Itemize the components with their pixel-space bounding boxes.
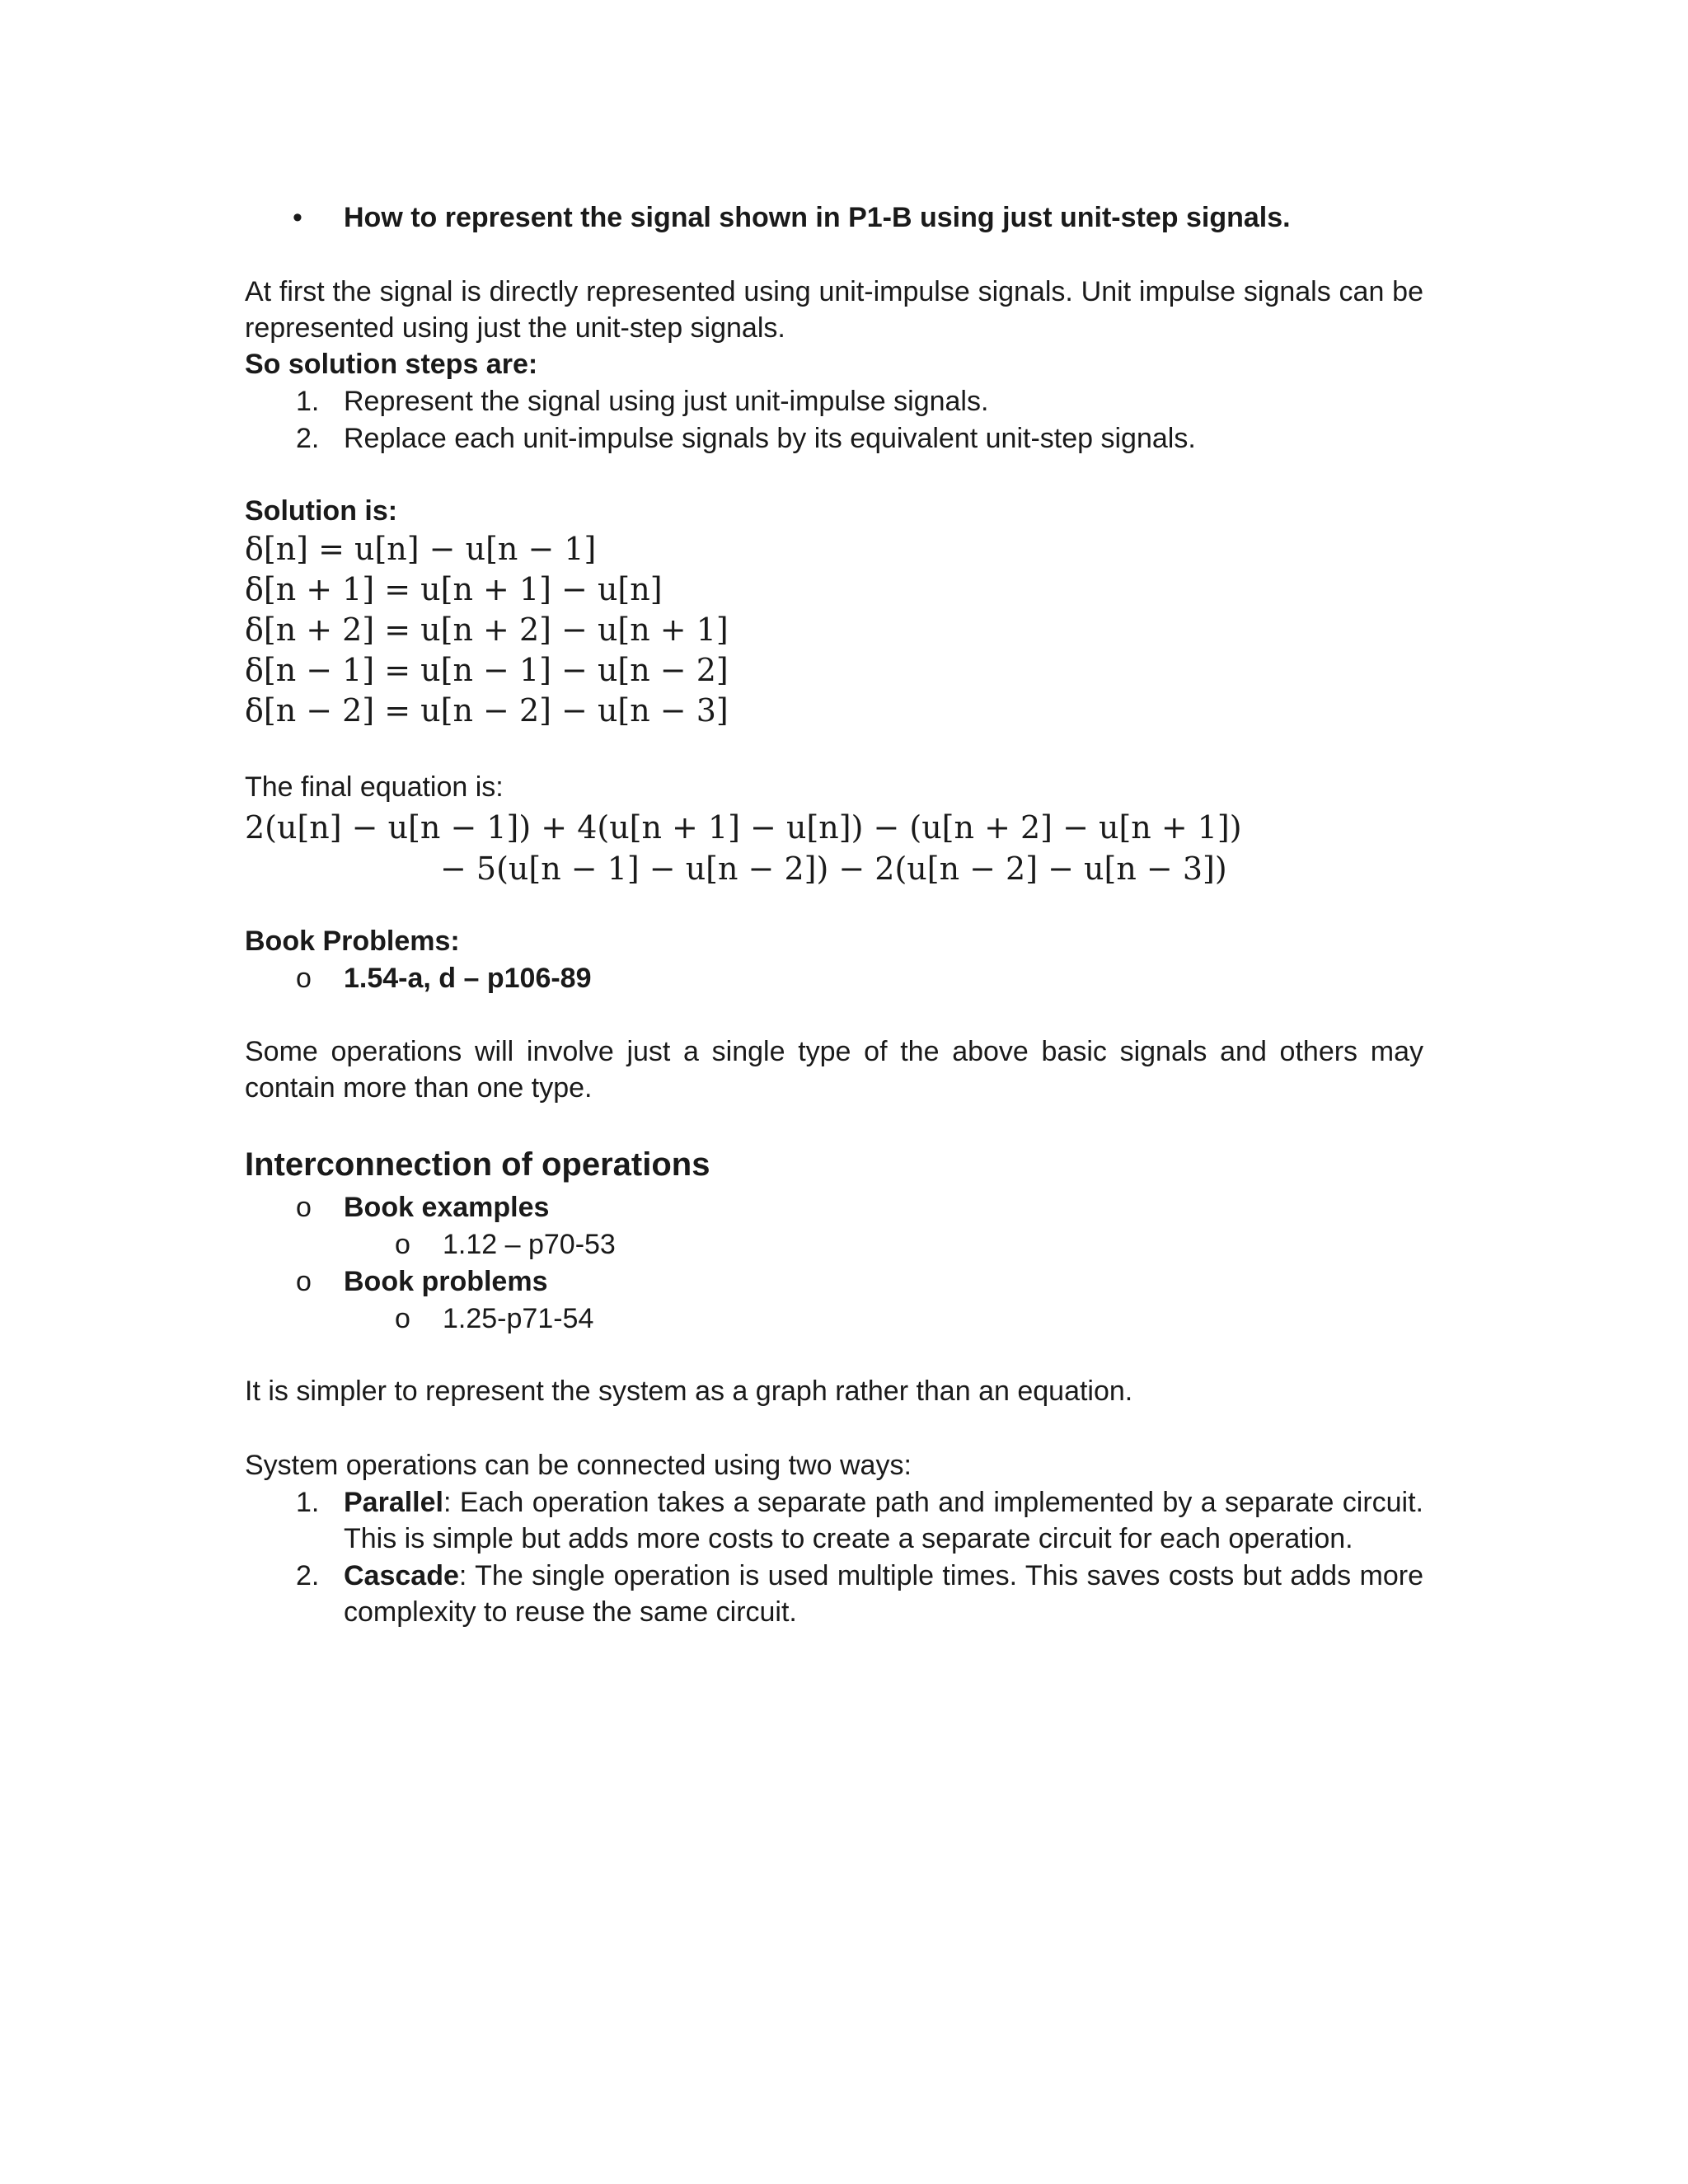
question-heading: How to represent the signal shown in P1-B using just unit-step signals. (344, 202, 1291, 233)
book-problem-item: 1.25-p71-54 (443, 1303, 594, 1334)
book-examples-label: Book examples (344, 1192, 550, 1223)
final-equation-label: The final equation is: (245, 771, 504, 803)
equation-line: δ[n − 1] = u[n − 1] − u[n − 2] (245, 652, 729, 688)
cascade-term: Cascade (344, 1560, 459, 1591)
book-problems-label: Book problems (344, 1266, 548, 1297)
section-heading: Interconnection of operations (245, 1146, 710, 1183)
operations-paragraph: Some operations will involve just a single type of the above basic signals and others may contain more than one type. (245, 1036, 1423, 1104)
list-number: 2. (296, 1560, 320, 1591)
parallel-description: : Each operation takes a separate path and implemented by a separate circuit. This is simple but adds more costs to create a separate circuit for each operation. (344, 1487, 1423, 1554)
equation-line: δ[n + 2] = u[n + 2] − u[n + 1] (245, 612, 729, 648)
step-text: Represent the signal using just unit-impulse signals. (344, 386, 989, 417)
equation-line: δ[n − 2] = u[n − 2] − u[n − 3] (245, 692, 729, 729)
final-equation-line-2: − 5(u[n − 1] − u[n − 2]) − 2(u[n − 2] − u[n − 3]) (440, 851, 1227, 887)
parallel-item (344, 1484, 1423, 1557)
cascade-description: : The single operation is used multiple times. This saves costs but adds more complexity to reuse the same circuit. (344, 1560, 1423, 1628)
final-equation-line-1: 2(u[n] − u[n − 1]) + 4(u[n + 1] − u[n]) − (u[n + 2] − u[n + 1]) (245, 809, 1242, 846)
parallel-term: Parallel (344, 1487, 443, 1518)
sub-bullet-marker: o (296, 963, 312, 994)
graph-paragraph: It is simpler to represent the system as a graph rather than an equation. (245, 1376, 1133, 1407)
solution-heading: Solution is: (245, 495, 398, 527)
step-number: 1. (296, 386, 320, 417)
equation-line: δ[n + 1] = u[n + 1] − u[n] (245, 571, 663, 607)
step-text: Replace each unit-impulse signals by its equivalent unit-step signals. (344, 423, 1196, 454)
intro-paragraph: At first the signal is directly represented using unit-impulse signals. Unit impulse signals can be represented using just the unit-step signals. (245, 276, 1423, 344)
equation-line: δ[n] = u[n] − u[n − 1] (245, 531, 597, 567)
step-number: 2. (296, 423, 320, 454)
list-number: 1. (296, 1487, 320, 1518)
sub-bullet-marker: o (395, 1303, 410, 1334)
sub-bullet-marker: o (296, 1192, 312, 1223)
sub-bullet-marker: o (296, 1266, 312, 1297)
book-problem-item: 1.54-a, d – p106-89 (344, 963, 592, 994)
steps-heading: So solution steps are: (245, 349, 538, 380)
sub-bullet-marker: o (395, 1229, 410, 1260)
book-example-item: 1.12 – p70-53 (443, 1229, 616, 1260)
connection-intro: System operations can be connected using two ways: (245, 1450, 912, 1481)
bullet-marker: • (293, 202, 302, 233)
book-problems-heading: Book Problems: (245, 926, 460, 957)
cascade-item (344, 1558, 1423, 1630)
